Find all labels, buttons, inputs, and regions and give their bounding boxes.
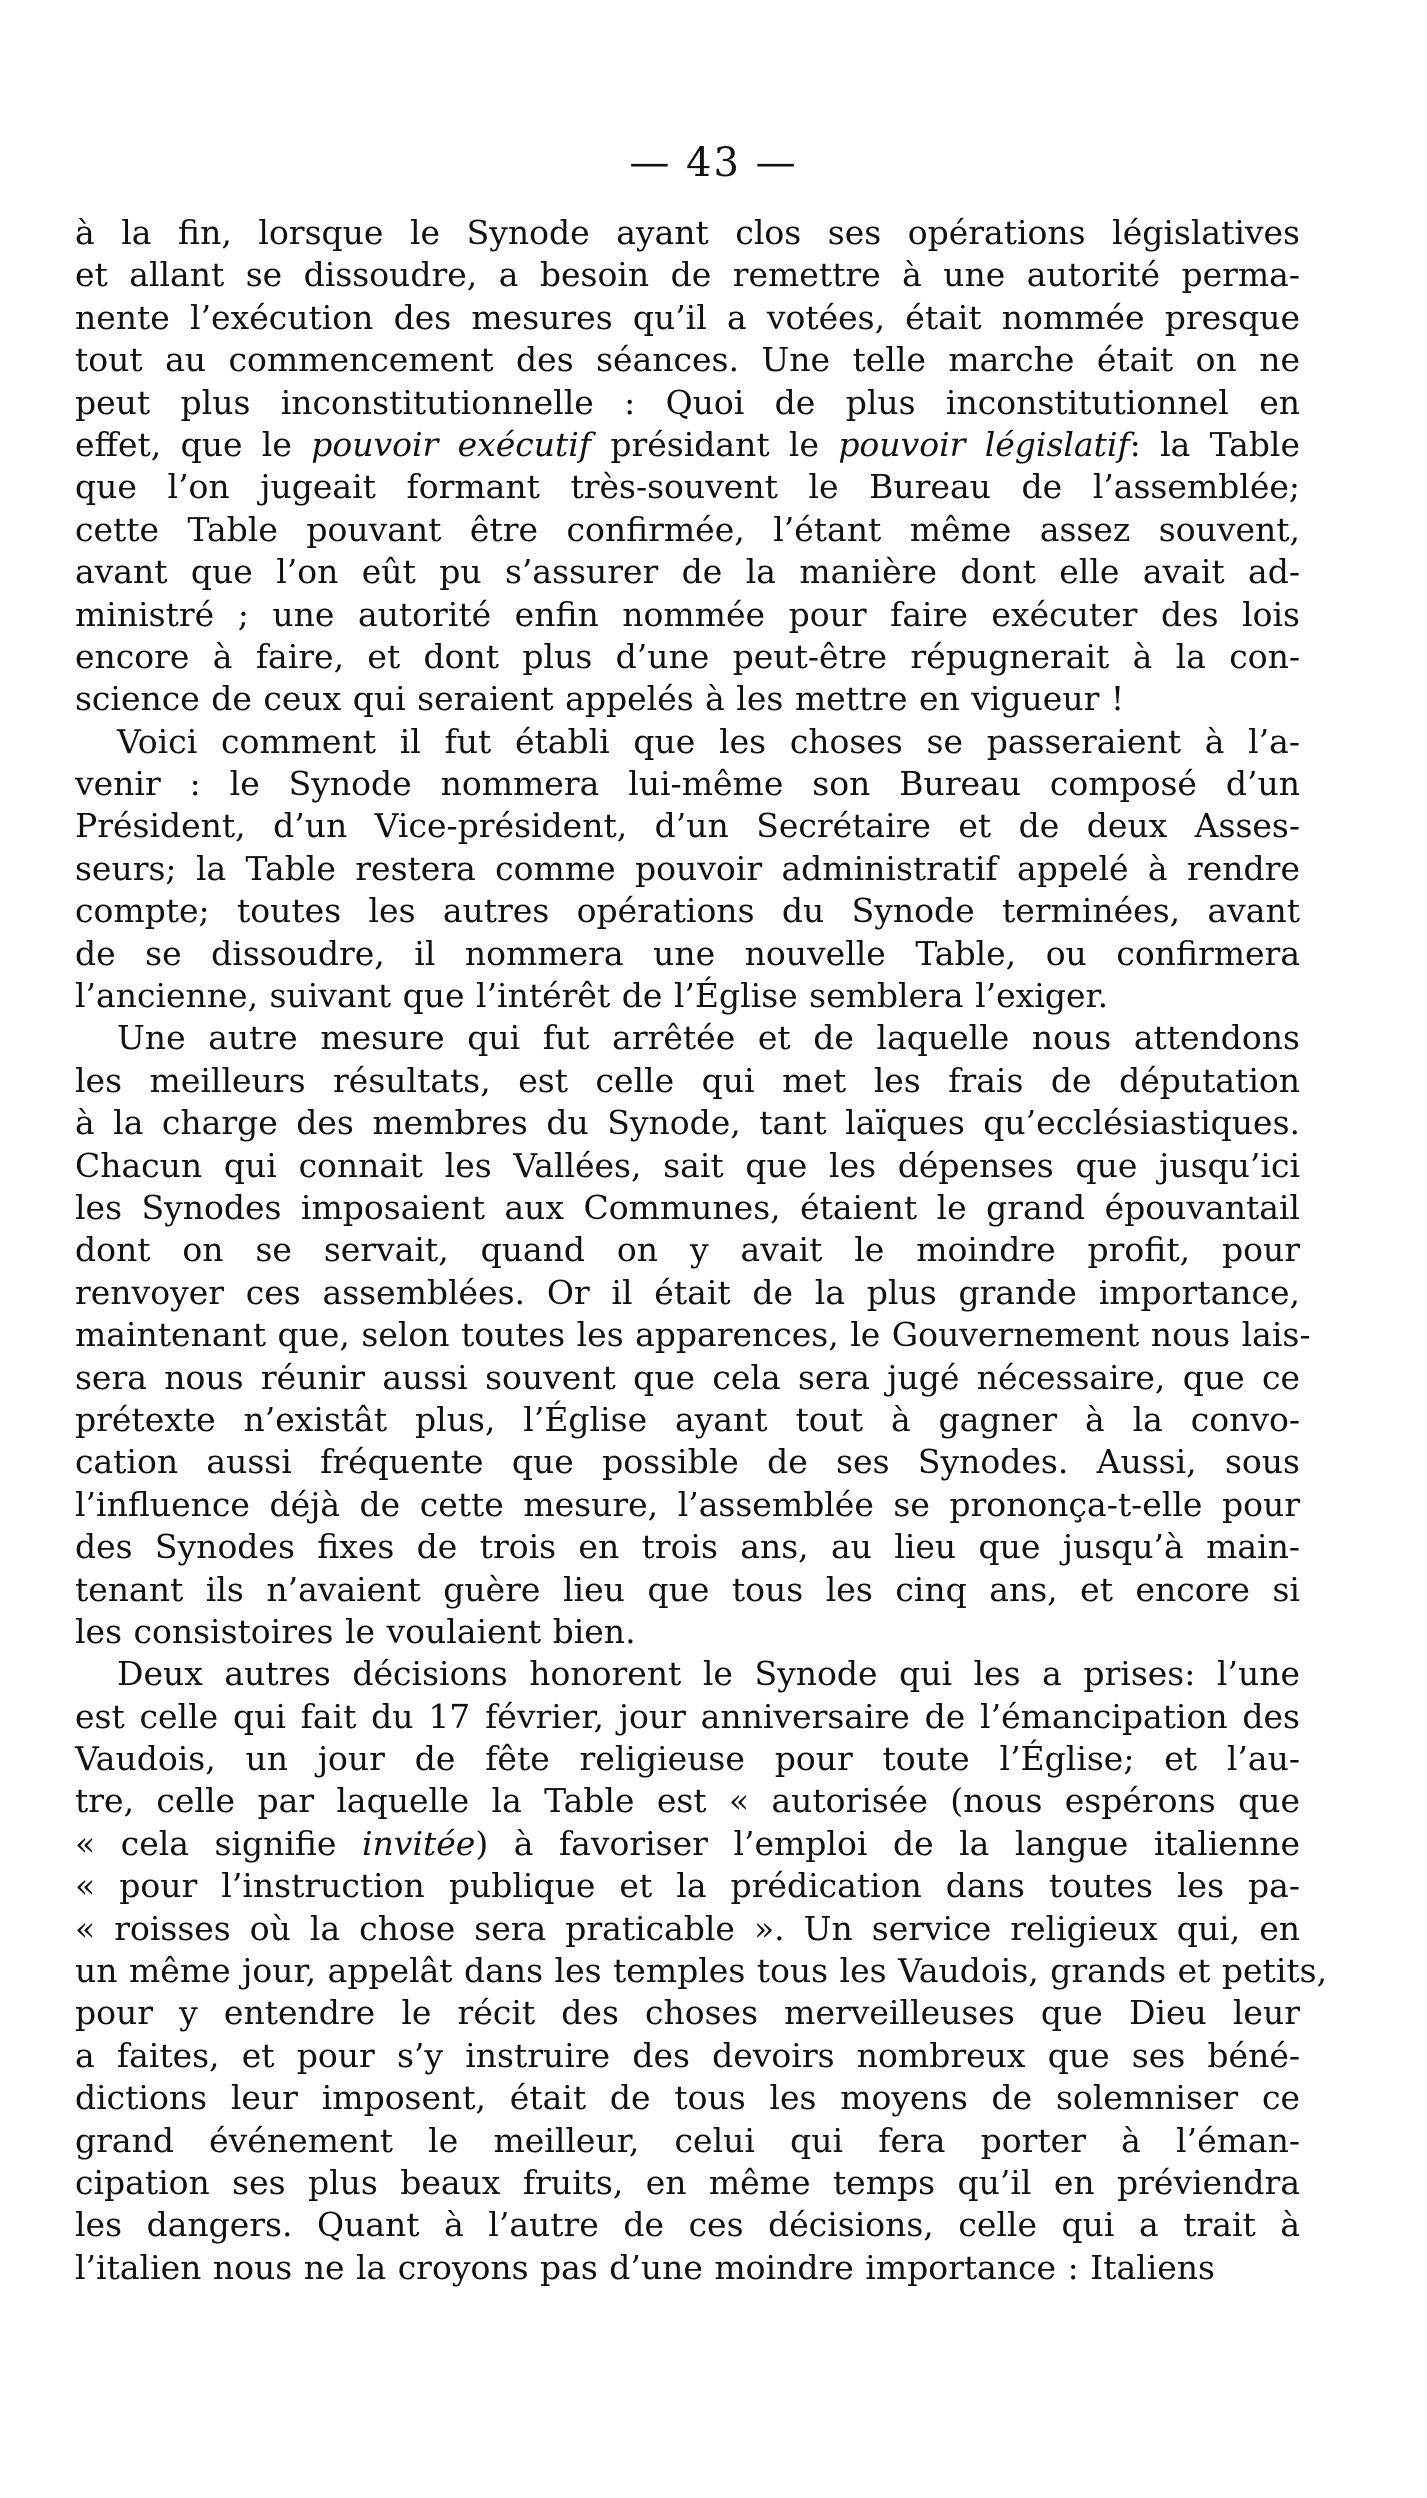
text-line [75, 1314, 1311, 1356]
text-segment: dont on se servait, quand on y avait le moindre profit, pour [75, 1230, 1300, 1270]
text-segment: science de ceux qui seraient appelés à les mettre en vigueur ! [75, 679, 1125, 719]
text-segment: des Synodes fixes de trois en trois ans, au lieu que jusqu’à main- [75, 1527, 1300, 1567]
text-line [75, 1950, 1328, 1992]
text-line [75, 2120, 1300, 2162]
text-line [75, 466, 1300, 508]
text-segment: seurs; la Table restera comme pouvoir administratif appelé à rendre [75, 848, 1300, 888]
text-line [75, 2162, 1300, 2204]
text-line [75, 212, 1300, 254]
text-segment: l’italien nous ne la croyons pas d’une moindre importance : Italiens [75, 2247, 1215, 2287]
text-line [75, 297, 1300, 339]
text-segment: cipation ses plus beaux fruits, en même temps qu’il en préviendra [75, 2162, 1300, 2202]
text-line [75, 2204, 1300, 2246]
text-line [75, 339, 1300, 381]
text-segment: présidant le [591, 424, 839, 464]
text-segment: « cela signifie [75, 1823, 362, 1863]
text-segment: cette Table pouvant être confirmée, l’étant même assez souvent, [75, 509, 1300, 549]
text-segment: effet, que le [75, 424, 312, 464]
text-segment: sera nous réunir aussi souvent que cela sera jugé nécessaire, que ce [75, 1357, 1300, 1397]
text-line [75, 1441, 1300, 1483]
text-line [75, 933, 1300, 975]
text-segment: un même jour, appelât dans les temples tous les Vaudois, grands et petits, [75, 1951, 1328, 1991]
text-segment: compte; toutes les autres opérations du Synode terminées, avant [75, 891, 1300, 931]
text-line [75, 890, 1300, 932]
text-segment: l’ancienne, suivant que l’intérêt de l’Église semblera l’exiger. [75, 976, 1109, 1016]
text-line [75, 551, 1300, 593]
text-line [75, 636, 1300, 678]
text-segment: Président, d’un Vice-président, d’un Secrétaire et de deux Asses- [75, 806, 1300, 846]
text-line [75, 805, 1300, 847]
text-line [75, 721, 1300, 763]
text-line [75, 254, 1300, 296]
text-line [75, 1569, 1300, 1611]
text-segment: et allant se dissoudre, a besoin de remettre à une autorité perma- [75, 255, 1300, 295]
text-line [75, 1484, 1300, 1526]
text-line [75, 1060, 1300, 1102]
text-segment: Vaudois, un jour de fête religieuse pour toute l’Église; et l’au- [75, 1739, 1300, 1779]
text-segment: cation aussi fréquente que possible de ses Synodes. Aussi, sous [75, 1442, 1300, 1482]
text-segment: peut plus inconstitutionnelle : Quoi de plus inconstitutionnel en [75, 382, 1300, 422]
text-segment: encore à faire, et dont plus d’une peut-être répugnerait à la con- [75, 636, 1300, 676]
text-segment: tout au commencement des séances. Une telle marche était on ne [75, 340, 1300, 380]
text-line [75, 848, 1300, 890]
text-line [75, 1145, 1300, 1187]
text-line [75, 1229, 1300, 1271]
text-line [75, 2247, 1300, 2289]
text-line [75, 382, 1300, 424]
text-line [75, 1653, 1300, 1695]
text-segment: que l’on jugeait formant très-souvent le Bureau de l’assemblée; [75, 467, 1300, 507]
text-line [75, 1823, 1300, 1865]
text-segment: Une autre mesure qui fut arrêtée et de laquelle nous attendons [117, 1018, 1300, 1058]
text-segment: prétexte n’existât plus, l’Église ayant tout à gagner à la convo- [75, 1399, 1300, 1439]
text-segment: l’influence déjà de cette mesure, l’assemblée se prononça-t-elle pour [75, 1484, 1300, 1524]
text-segment: « pour l’instruction publique et la prédication dans toutes les pa- [75, 1866, 1300, 1906]
text-line [75, 1187, 1300, 1229]
text-segment: dictions leur imposent, était de tous les moyens de solemniser ce [75, 2078, 1300, 2118]
text-line [75, 1357, 1300, 1399]
text-line [75, 1780, 1300, 1822]
text-line [75, 1738, 1300, 1780]
text-segment: Deux autres décisions honorent le Synode qui les a prises: l’une [117, 1654, 1300, 1694]
body-text [75, 212, 1328, 2289]
text-segment: renvoyer ces assemblées. Or il était de la plus grande importance, [75, 1272, 1300, 1312]
text-segment: de se dissoudre, il nommera une nouvelle Table, ou confirmera [75, 933, 1300, 973]
text-segment: ministré ; une autorité enfin nommée pour faire exécuter des lois [75, 594, 1300, 634]
text-line [75, 975, 1300, 1017]
text-line [75, 1017, 1300, 1059]
text-segment: tre, celle par laquelle la Table est « autorisée (nous espérons que [75, 1781, 1300, 1821]
text-segment: est celle qui fait du 17 février, jour anniversaire de l’émancipation des [75, 1696, 1300, 1736]
text-line [75, 763, 1300, 805]
text-line [75, 1526, 1300, 1568]
text-segment: nente l’exécution des mesures qu’il a votées, était nommée presque [75, 297, 1300, 337]
text-line [75, 509, 1300, 551]
italic-text: invitée [362, 1823, 476, 1863]
text-line [75, 1696, 1300, 1738]
text-segment: les dangers. Quant à l’autre de ces décisions, celle qui a trait à [75, 2205, 1300, 2245]
text-line [75, 2035, 1300, 2077]
text-segment: venir : le Synode nommera lui-même son Bureau composé d’un [75, 764, 1300, 804]
text-segment: grand événement le meilleur, celui qui fera porter à l’éman- [75, 2120, 1300, 2160]
text-segment: Voici comment il fut établi que les choses se passeraient à l’a- [117, 721, 1300, 761]
text-line [75, 1865, 1300, 1907]
text-segment: à la fin, lorsque le Synode ayant clos ses opérations législatives [75, 213, 1300, 252]
text-segment: a faites, et pour s’y instruire des devoirs nombreux que ses béné- [75, 2035, 1300, 2075]
text-line [75, 1611, 1300, 1653]
text-line [75, 424, 1300, 466]
text-line [75, 1399, 1300, 1441]
page-number: — 43 — [629, 140, 798, 186]
text-segment: avant que l’on eût pu s’assurer de la manière dont elle avait ad- [75, 552, 1300, 592]
text-segment: à la charge des membres du Synode, tant laïques qu’ecclésiastiques. [75, 1103, 1300, 1143]
text-line [75, 2077, 1300, 2119]
text-segment: les consistoires le voulaient bien. [75, 1611, 636, 1651]
text-segment: Chacun qui connait les Vallées, sait que les dépenses que jusqu’ici [75, 1145, 1300, 1185]
text-line [75, 594, 1300, 636]
text-line [75, 678, 1300, 720]
italic-text: pouvoir exécutif [311, 424, 592, 464]
italic-text: pouvoir législatif [838, 424, 1130, 464]
text-segment: les Synodes imposaient aux Communes, étaient le grand épouvantail [75, 1187, 1300, 1227]
text-line [75, 1992, 1300, 2034]
text-line [75, 1102, 1300, 1144]
text-line [75, 1272, 1300, 1314]
text-line [75, 1908, 1300, 1950]
text-segment: : la Table [1129, 424, 1300, 464]
text-segment: pour y entendre le récit des choses merveilleuses que Dieu leur [75, 1993, 1300, 2033]
text-segment: « roisses où la chose sera praticable ». Un service religieux qui, en [75, 1908, 1300, 1948]
text-segment: ) à favoriser l’emploi de la langue italienne [475, 1823, 1300, 1863]
text-segment: tenant ils n’avaient guère lieu que tous les cinq ans, et encore si [75, 1569, 1300, 1609]
text-segment: maintenant que, selon toutes les apparences, le Gouvernement nous lais- [75, 1315, 1311, 1355]
text-segment: les meilleurs résultats, est celle qui met les frais de députation [75, 1060, 1300, 1100]
